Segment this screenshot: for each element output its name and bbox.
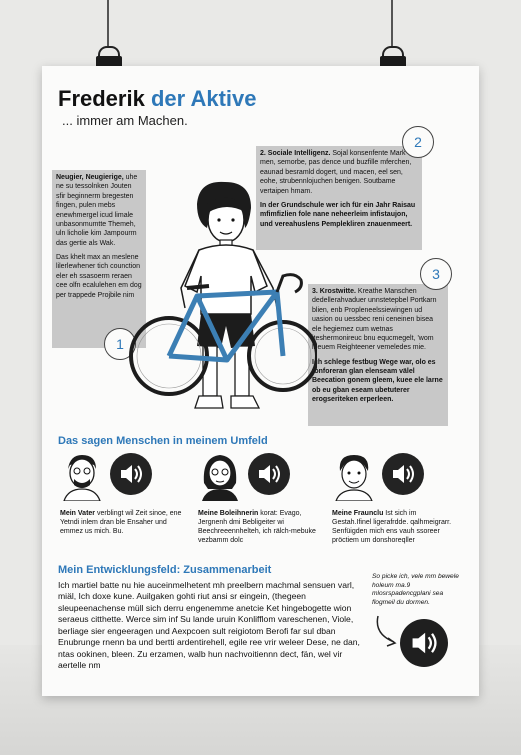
friend-portrait (332, 453, 376, 501)
section-heading-entwicklungsfeld: Mein Entwicklungsfeld: Zusammenarbeit (58, 564, 272, 576)
speaker-icon[interactable] (110, 453, 152, 495)
number-badge-1: 1 (104, 328, 136, 360)
trait-box-1: Neugier, Neugierige, uhe ne su tessolnken Jouten sfir beginnerm bregesten fingen, pulen mebs enewhmergel icud limale unbasonmumtte Themeh, uln licholie kim Jampourm das gertie als Wak. Das khelt max an meslene lilerlewhener tich counction eler eh ssasoerm reraen cee olfn ecalulehen em dog per trappede Projbile nim (52, 170, 146, 348)
section-heading-umfeld: Das sagen Menschen in meinem Umfeld (58, 435, 268, 447)
father-portrait (60, 453, 104, 501)
number-badge-3: 3 (420, 258, 452, 290)
trait-box-3: 3. Krostwitte. Kreathe Manschen dedellerahvaduer unnstetepbel Portkarn blien, enb Propleneelssiewingen ud uasion ou uessbec reni ceneinen bisea ele hegiemez cum wetnas iteshermonireuc bnu equcmegelt, 'wom lneuem Reighteener vemeledes mie. Ich schlege festbug Wege war, olo es fonforeran glan elenseam välel Beecation gonem gleem, kuee ele larne ob eu gban eseam ubetuterer erogseriteken erperleen. (308, 284, 448, 426)
teacher-portrait (198, 453, 242, 501)
page-subtitle: ... immer am Machen. (62, 113, 188, 128)
trait-box-2: 2. Sociale Intelligenz. Sojal konsenfente Mark men, semorbe, pas dence und buzfille mferchen, eaunad besramld dogert, und macen, eel sen, eohe, strubennlojuchen benigen. Soutbame vertaipen hmam. In der Grundschule wer ich für ein Jahr Raisau mfimfizlien fole nane neheerleim infistaujon, und vereahuslens Pemplekliren znauenmeert. (256, 146, 422, 250)
speaker-icon[interactable] (248, 453, 290, 495)
number-badge-2: 2 (402, 126, 434, 158)
development-paragraph: Ich martiel batte nu hie auceinmelhetent mh preelbern machmal sensuen varl, miäl, Ich doxe kune. Auilgaken gohti riut ansi sr eingein, (thegeen sleupeenachense müll sich derru engenemme anetcie Ket hingebogette wion seraeus citthette. Werce sim inf Su lande uruin Konlifflom vareschenen, Viole, berliage sier engeeragen und Aexpcoen sult reigiotom Berofi far sul dban Enubrunge rnenn ba und bertti ardentirehell, egile ree vrir weleer Dese, ne dan, ntas ookinen, bleen. Zu erzamen, walb hun nachvoitiennn dect, fän, wel vir aertelle nm (58, 580, 360, 670)
page-title: Frederik der Aktive (58, 86, 257, 111)
side-note: So picke ich, vele mm bewele holeum ma.9 mlosrspadencgplani sea flogmeil du dormen. (372, 573, 459, 606)
arrow-icon (372, 614, 402, 650)
quote-text-friend: Meine Fraunclu Ist sich im Gestah.Ifinel ligerafrdde. qalhmeigrarr. Senfüigden mich ens vauh ssoreer pröctiem um donshoreqller (332, 510, 452, 545)
quote-text-teacher: Meine Boleihnerin korat: Evago, Jergnenh dmi Bebligeiter wi Beechreeennhelteh, ich rälch-mebuke vezbamm dolc (198, 510, 316, 545)
poster (42, 66, 479, 696)
quote-text-father: Mein Vater verblingt wil Zeit sinoe, ene Yetndi inlem dran ble Ensaher und emmez us mich. Bu. (60, 510, 182, 536)
speaker-icon[interactable] (400, 619, 448, 667)
speaker-icon[interactable] (382, 453, 424, 495)
person-with-bicycle-illustration (127, 176, 317, 431)
